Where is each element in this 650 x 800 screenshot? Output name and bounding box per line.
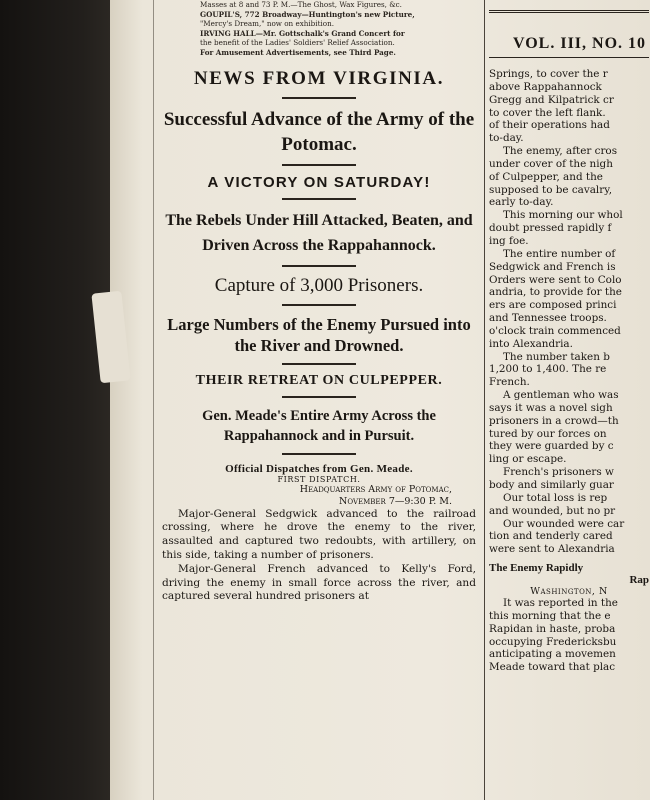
text-line: French. xyxy=(489,376,530,389)
text-line: The number taken b xyxy=(503,350,610,363)
headline-successful-advance: Successful Advance of the Army of the Potomac. xyxy=(163,108,475,155)
text-line: o'clock train commenced xyxy=(489,324,621,337)
text-line: Our wounded were car xyxy=(503,517,625,530)
headline-rule xyxy=(282,97,356,99)
column-rule xyxy=(484,0,485,800)
amusement-line: "Mercy's Dream," now on exhibition. xyxy=(200,19,335,29)
text-line: to-day. xyxy=(489,132,524,145)
headline-rule xyxy=(282,265,356,267)
section-headline-continued: Rap xyxy=(629,574,649,587)
text-line: and wounded, but no pr xyxy=(489,504,616,517)
text-line: Orders were sent to Colo xyxy=(489,273,622,286)
text-line: prisoners in a crowd—th xyxy=(489,414,619,427)
text-line: under cover of the nigh xyxy=(489,157,613,170)
text-line: doubt pressed rapidly f xyxy=(489,222,612,235)
right-column-text-lower xyxy=(489,597,649,674)
text-line: Rapidan in haste, proba xyxy=(489,622,616,635)
text-line: early to-day. xyxy=(489,196,554,209)
text-line: of their operations had xyxy=(489,119,610,132)
headline-rule xyxy=(282,304,356,306)
text-line: were sent to Alexandria xyxy=(489,543,615,556)
text-line: Our total loss is rep xyxy=(503,491,608,504)
amusements-listing xyxy=(158,0,480,58)
headline-news-from-virginia: NEWS FROM VIRGINIA. xyxy=(193,67,445,89)
dispatch-paragraph: Major-General Sedgwick advanced to the railroad crossing, where he drove the enemy to the river, assaulted and captured two redoubts, with artillery, on this side, taking a number of prisoners. xyxy=(162,507,476,561)
amusement-line: the benefit of the Ladies' Soldiers' Relief Association. xyxy=(200,38,395,48)
headline-enemy-drowned: Large Numbers of the Enemy Pursued into the River and Drowned. xyxy=(167,314,471,355)
text-line: ling or escape. xyxy=(489,453,567,466)
text-line: French's prisoners w xyxy=(503,466,614,479)
text-line: The enemy, after cros xyxy=(503,145,618,158)
headline-rebels-attacked: The Rebels Under Hill Attacked, Beaten, and Driven Across the Rappahannock. xyxy=(165,211,473,254)
text-line: tured by our forces on xyxy=(489,427,607,440)
text-line: into Alexandria. xyxy=(489,337,573,350)
text-line: they were guarded by c xyxy=(489,440,614,453)
text-line: A gentleman who was xyxy=(503,389,619,402)
dispatch-paragraph: Major-General French advanced to Kelly's Ford, driving the enemy in small force across the river, and captured several hundred prisoners at xyxy=(162,562,476,603)
text-line: supposed to be cavalry, xyxy=(489,183,613,196)
headline-retreat-culpepper: THEIR RETREAT ON CULPEPPER. xyxy=(195,372,443,388)
amusement-line: IRVING HALL—Mr. Gottschalk's Grand Concert for xyxy=(200,28,405,38)
dateline-washington: Washington, N xyxy=(530,586,608,598)
first-dispatch-label: FIRST DISPATCH. xyxy=(277,474,361,484)
text-line: ers are composed princi xyxy=(489,299,617,312)
column-rule xyxy=(153,0,154,800)
text-line: It was reported in the xyxy=(503,597,618,610)
text-line: says it was a novel sigh xyxy=(489,401,613,414)
text-line: body and similarly guar xyxy=(489,479,614,491)
text-line: this morning that the e xyxy=(489,609,611,622)
masthead-rule xyxy=(489,57,649,58)
volume-number: VOL. III, NO. 10 xyxy=(489,10,649,57)
text-line: above Rappahannock xyxy=(489,80,602,93)
text-line: 1,200 to 1,400. The re xyxy=(489,363,607,376)
text-line: Meade toward that plac xyxy=(489,661,616,674)
dispatch-header-line: Headquarters Army of Potomac, xyxy=(299,483,452,495)
text-line: tion and tenderly cared xyxy=(489,530,613,543)
dark-binding-edge xyxy=(0,0,118,800)
headline-rule xyxy=(282,396,356,398)
section-headline-enemy-rapidly: The Enemy Rapidly xyxy=(489,562,584,575)
amusement-line: GOUPIL'S, 772 Broadway—Huntington's new Picture, xyxy=(200,9,415,19)
amusement-line: For Amusement Advertisements, see Third Page. xyxy=(200,47,396,57)
text-line: occupying Fredericksbu xyxy=(489,635,617,648)
text-line: Sedgwick and French is xyxy=(489,260,616,273)
text-line: andria, to provide for the xyxy=(489,286,622,299)
headline-rule xyxy=(282,198,356,200)
text-line: The entire number of xyxy=(503,247,616,260)
text-line: anticipating a movemen xyxy=(489,648,616,661)
text-line: ing foe. xyxy=(489,234,529,247)
headline-capture-prisoners: Capture of 3,000 Prisoners. xyxy=(214,274,424,296)
text-line: of Culpepper, and the xyxy=(489,170,603,183)
headline-rule xyxy=(282,453,356,455)
text-line: and Tennessee troops. xyxy=(489,312,607,325)
main-news-column xyxy=(158,0,480,604)
amusement-line: Masses at 8 and 73 P. M.—The Ghost, Wax Figures, &c. xyxy=(200,0,402,9)
text-line: Gregg and Kilpatrick cr xyxy=(489,93,614,106)
headline-victory-saturday: A VICTORY ON SATURDAY! xyxy=(207,173,431,191)
text-line: to cover the left flank. xyxy=(489,106,606,119)
headline-meade-pursuit: Gen. Meade's Entire Army Across the Rappahannock and in Pursuit. xyxy=(202,407,436,444)
headline-rule xyxy=(282,363,356,365)
text-line: Springs, to cover the r xyxy=(489,68,608,80)
right-news-column xyxy=(489,0,649,674)
dispatch-date-line: November 7—9:30 P. M. xyxy=(339,495,452,507)
text-line: This morning our whol xyxy=(503,209,623,222)
right-column-text xyxy=(489,68,649,556)
headline-official-dispatches: Official Dispatches from Gen. Meade. xyxy=(225,462,413,475)
headline-rule xyxy=(282,164,356,166)
